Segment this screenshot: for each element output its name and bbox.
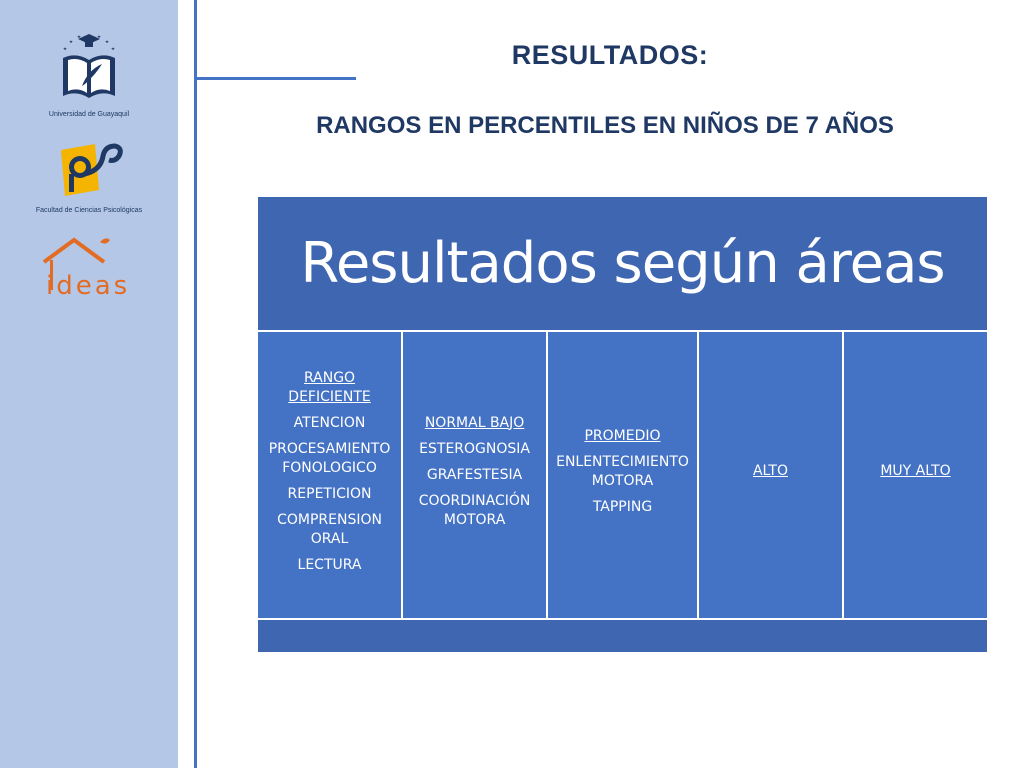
column-head: PROMEDIO [584, 427, 661, 444]
column-normal-bajo [403, 332, 548, 618]
slide-title: RESULTADOS: [511, 40, 709, 70]
column-muy-alto [844, 332, 987, 618]
column-item: PROCESAMIENTO FONOLOGICO [268, 440, 391, 476]
university-caption: Universidad de Guayaquil [48, 111, 130, 118]
column-item: ATENCION [293, 414, 366, 431]
column-promedio [548, 332, 699, 618]
table-header-text: Resultados según áreas [300, 231, 945, 296]
results-table [258, 197, 987, 652]
faculty-caption: Facultad de Ciencias Psicológicas [35, 207, 143, 214]
table-header [258, 197, 987, 332]
column-head: ALTO [752, 463, 788, 479]
sidebar [0, 0, 178, 768]
column-item: GRAFESTESIA [426, 466, 523, 483]
column-item: TAPPING [592, 498, 653, 515]
ideas-logo [40, 236, 131, 302]
column-head: MUY ALTO [880, 463, 951, 479]
slide-subtitle: RANGOS EN PERCENTILES EN NIÑOS DE 7 AÑOS [316, 112, 894, 139]
horizontal-divider [194, 77, 356, 80]
column-item: LECTURA [297, 556, 362, 573]
column-item: REPETICION [287, 485, 372, 502]
university-logo [58, 30, 120, 104]
svg-text:ideas: ideas [46, 271, 131, 301]
column-rango-deficiente [258, 332, 403, 618]
column-alto [699, 332, 844, 618]
column-item: ENLENTECIMIENTO MOTORA [556, 453, 689, 489]
table-columns [258, 332, 987, 618]
column-item: ESTEROGNOSIA [419, 440, 530, 457]
column-head: RANGO DEFICIENTE [288, 369, 371, 405]
table-footer [258, 618, 987, 652]
column-item: COORDINACIÓN MOTORA [418, 492, 531, 528]
faculty-logo [55, 140, 125, 196]
column-head: NORMAL BAJO [424, 414, 525, 431]
column-item: COMPRENSION ORAL [277, 511, 382, 547]
vertical-divider [194, 0, 197, 768]
